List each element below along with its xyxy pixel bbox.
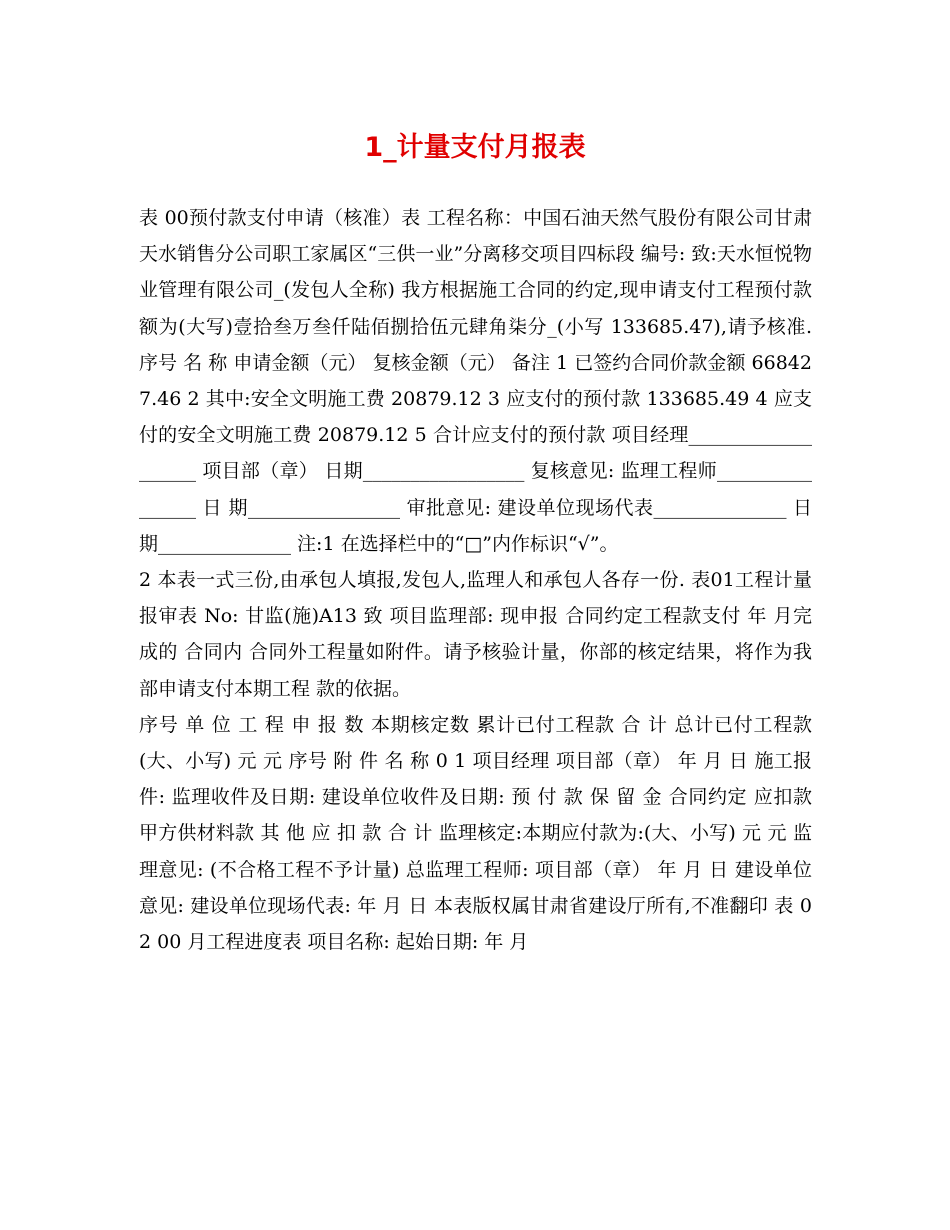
paragraph-advance-payment-application: 表 00预付款支付申请（核准）表 工程名称：中国石油天然气股份有限公司甘肃天水销售分公司职工家属区“三供一业”分离移交项目四标段 编号: 致:天水恒悦物业管理有限公司_(发包人全称) 我方根据施工合同的约定,现申请支付工程预付款额为(大写)壹拾叁万叁仟陆佰捌拾伍元肆角柒分_(小写 133685.47),请予核准. 序号 名 称 申请金额（元） 复核金额（元） 备注 1 已签约合同价款金额 668427.46 2 其中:安全文明施工费 20879.12 3 应支付的预付款 133685.49 4 应支付的安全文明施工费 20879.12 5 合计应支付的预付款 项目经理___________________ 项目部（章） 日期_________________ 复核意见: 监理工程师________________ 日 期________________ 审批意见: 建设单位现场代表______________ 日 期______________ 注:1 在选择栏中的“□”内作标识“√”。 <box>139 207 812 555</box>
document-body <box>139 200 812 960</box>
paragraph-measurement-report: 2 本表一式三份,由承包人填报,发包人,监理人和承包人各存一份. 表01工程计量报审表 No: 甘监(施)A13 致 项目监理部: 现申报 合同约定工程款支付 年 月完成的 合同内 合同外工程量如附件。请予核验计量，你部的核定结果，将作为我部申请支付本期工程 款的依据。 <box>139 569 812 700</box>
paragraph-payment-table: 序号 单 位 工 程 申 报 数 本期核定数 累计已付工程款 合 计 总计已付工程款 (大、小写) 元 元 序号 附 件 名 称 0 1 项目经理 项目部（章） 年 月 日 施工报件: 监理收件及日期: 建设单位收件及日期: 预 付 款 保 留 金 合同约定 应扣款 甲方供材料款 其 他 应 扣 款 合 计 监理核定:本期应付款为:(大、小写) 元 元 监理意见: (不合格工程不予计量) 总监理工程师: 项目部（章） 年 月 日 建设单位意见: 建设单位现场代表: 年 月 日 本表版权属甘肃省建设厅所有,不准翻印 表 02 00 月工程进度表 项目名称: 起始日期: 年 月 <box>139 713 812 954</box>
document-title: 1_计量支付月报表 <box>364 132 586 163</box>
